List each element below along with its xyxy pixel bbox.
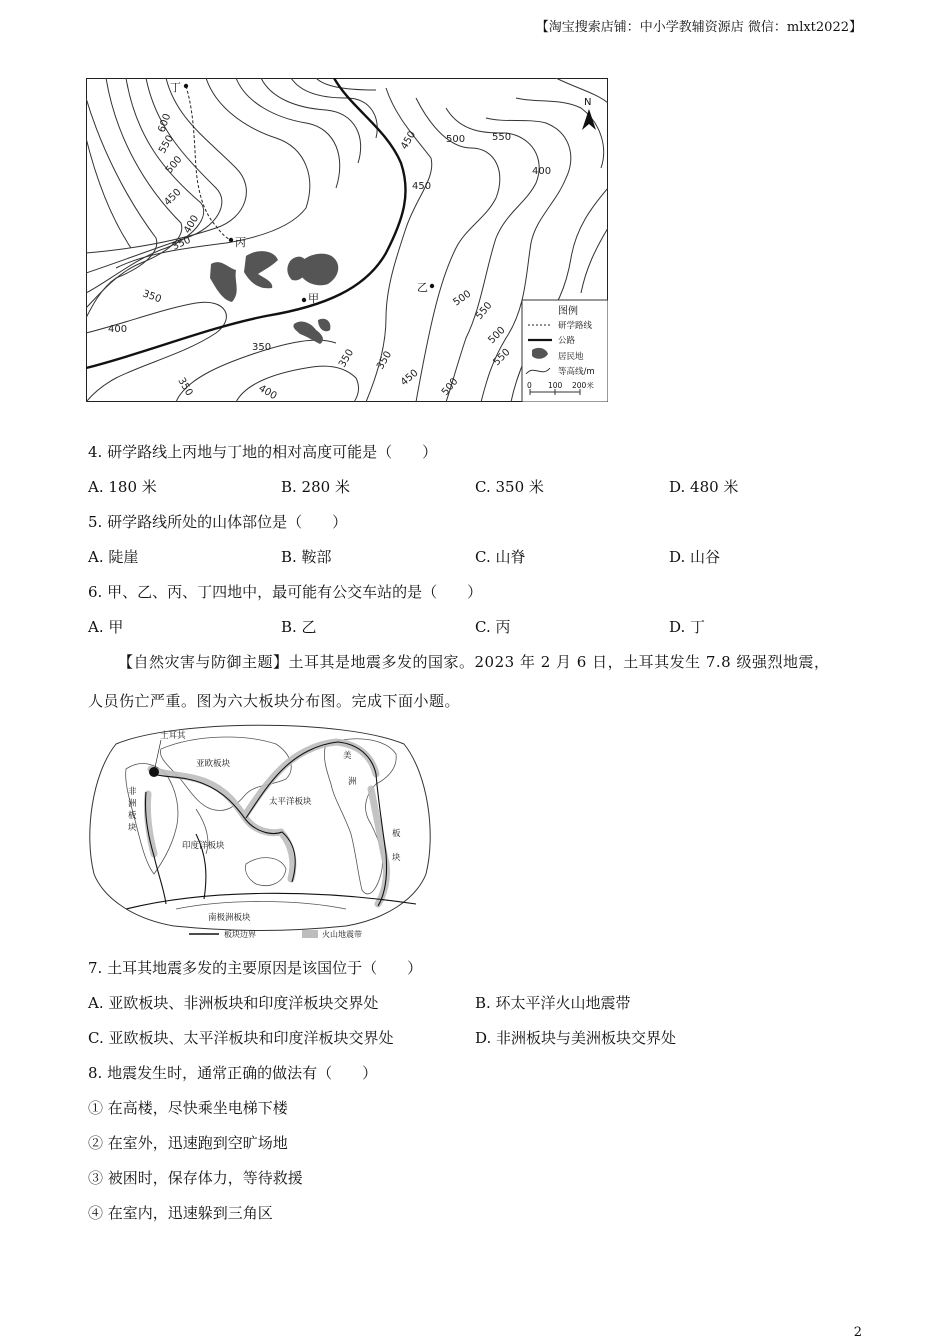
svg-text:100: 100	[548, 381, 563, 390]
place-label-jia: 甲	[308, 292, 319, 305]
intro-paragraph-line-1: 【自然灾害与防御主题】土耳其是地震多发的国家。2023 年 2 月 6 日，土耳其发生 7.8 级强烈地震，	[118, 653, 830, 671]
contour-label: 350	[375, 349, 395, 372]
plate-label-africa-1: 非	[128, 787, 137, 797]
contour-label: 450	[398, 367, 421, 389]
plate-label-africa-4: 块	[128, 823, 137, 833]
contour-label: 500	[446, 134, 466, 145]
question-5-option-b[interactable]: B. 鞍部	[281, 548, 332, 566]
question-7-option-d[interactable]: D. 非洲板块与美洲板块交界处	[475, 1029, 677, 1047]
plate-legend-belt: 火山地震带	[322, 930, 362, 939]
svg-text:公路: 公路	[558, 336, 576, 346]
question-5-option-c[interactable]: C. 山脊	[475, 548, 526, 566]
svg-text:等高线/m: 等高线/m	[558, 367, 595, 377]
plate-legend-boundary: 板块边界	[224, 930, 256, 939]
question-8-item-2: ② 在室外，迅速跑到空旷场地	[88, 1134, 288, 1152]
question-4-option-c[interactable]: C. 350 米	[475, 478, 544, 496]
plate-label-america-4: 块	[392, 853, 401, 863]
map-legend	[522, 300, 608, 402]
contour-label: 600	[156, 112, 174, 135]
plate-map	[86, 714, 434, 944]
plate-label-america-1: 美	[343, 751, 352, 761]
contour-label: 350	[252, 342, 272, 353]
contour-label: 450	[162, 186, 184, 209]
contour-label: 500	[451, 288, 474, 309]
question-7-option-b[interactable]: B. 环太平洋火山地震带	[475, 994, 631, 1012]
plate-label-antarctic: 南极洲板块	[208, 913, 251, 923]
question-8-stem: 8. 地震发生时，通常正确的做法有（ ）	[88, 1064, 378, 1082]
plate-label-indian-ocean: 印度洋板块	[182, 841, 225, 851]
contour-label: 550	[491, 346, 513, 369]
place-label-ding: 丁	[170, 81, 181, 94]
contour-label: 550	[492, 132, 512, 143]
contour-label: 400	[182, 213, 202, 236]
contour-label: 500	[163, 154, 185, 176]
contour-label: 400	[256, 383, 279, 402]
question-6-option-d[interactable]: D. 丁	[669, 618, 706, 636]
question-4-option-a[interactable]: A. 180 米	[88, 478, 157, 496]
plate-label-africa-3: 板	[128, 811, 137, 821]
plate-label-eurasian: 亚欧板块	[196, 759, 231, 769]
svg-text:0: 0	[527, 381, 532, 390]
question-6-option-b[interactable]: B. 乙	[281, 618, 317, 636]
svg-text:研学路线: 研学路线	[558, 321, 593, 331]
question-4-option-b[interactable]: B. 280 米	[281, 478, 350, 496]
contour-label: 550	[157, 133, 177, 156]
place-label-bing: 丙	[235, 236, 246, 249]
plate-label-turkey: 土耳其	[160, 731, 186, 741]
question-7-option-c[interactable]: C. 亚欧板块、太平洋板块和印度洋板块交界处	[88, 1029, 394, 1047]
contour-label: 500	[439, 376, 461, 398]
page-number: 2	[853, 1325, 862, 1340]
question-8-item-4: ④ 在室内，迅速躲到三角区	[88, 1204, 273, 1222]
question-6-stem: 6. 甲、乙、丙、丁四地中，最可能有公交车站的是（ ）	[88, 583, 483, 601]
contour-label: 450	[399, 129, 419, 152]
topographic-map	[86, 78, 608, 402]
plate-label-america-2: 洲	[348, 777, 357, 787]
plate-label-africa-2: 洲	[128, 799, 137, 809]
contour-label: 500	[486, 324, 508, 347]
question-5-option-d[interactable]: D. 山谷	[669, 548, 721, 566]
svg-text:图例: 图例	[558, 306, 578, 317]
svg-text:N: N	[584, 97, 592, 108]
contour-label: 450	[412, 181, 432, 192]
question-6-option-a[interactable]: A. 甲	[88, 618, 124, 636]
contour-label: 350	[175, 376, 195, 399]
question-6-option-c[interactable]: C. 丙	[475, 618, 511, 636]
question-8-item-3: ③ 被困时，保存体力，等待救援	[88, 1169, 303, 1187]
question-8-item-1: ① 在高楼，尽快乘坐电梯下楼	[88, 1099, 288, 1117]
contour-label: 400	[532, 166, 552, 177]
intro-paragraph-line-2: 人员伤亡严重。图为六大板块分布图。完成下面小题。	[88, 692, 461, 710]
question-7-option-a[interactable]: A. 亚欧板块、非洲板块和印度洋板块交界处	[88, 994, 379, 1012]
question-4-stem: 4. 研学路线上丙地与丁地的相对高度可能是（ ）	[88, 443, 438, 461]
svg-text:200米: 200米	[572, 381, 594, 390]
question-4-option-d[interactable]: D. 480 米	[669, 478, 739, 496]
contour-label: 350	[140, 288, 163, 306]
question-5-option-a[interactable]: A. 陡崖	[88, 548, 139, 566]
page-header: 【淘宝搜索店铺：中小学教辅资源店 微信：mlxt2022】	[535, 20, 862, 35]
question-5-stem: 5. 研学路线所处的山体部位是（ ）	[88, 513, 348, 531]
contour-label: 400	[108, 324, 128, 335]
question-7-stem: 7. 土耳其地震多发的主要原因是该国位于（ ）	[88, 959, 423, 977]
contour-label: 350	[170, 234, 193, 253]
place-label-yi: 乙	[417, 281, 428, 294]
svg-text:居民地: 居民地	[558, 352, 584, 362]
contour-label: 350	[337, 347, 357, 370]
plate-label-america-3: 板	[392, 829, 401, 839]
contour-label: 550	[473, 300, 495, 322]
plate-label-pacific: 太平洋板块	[269, 797, 312, 807]
